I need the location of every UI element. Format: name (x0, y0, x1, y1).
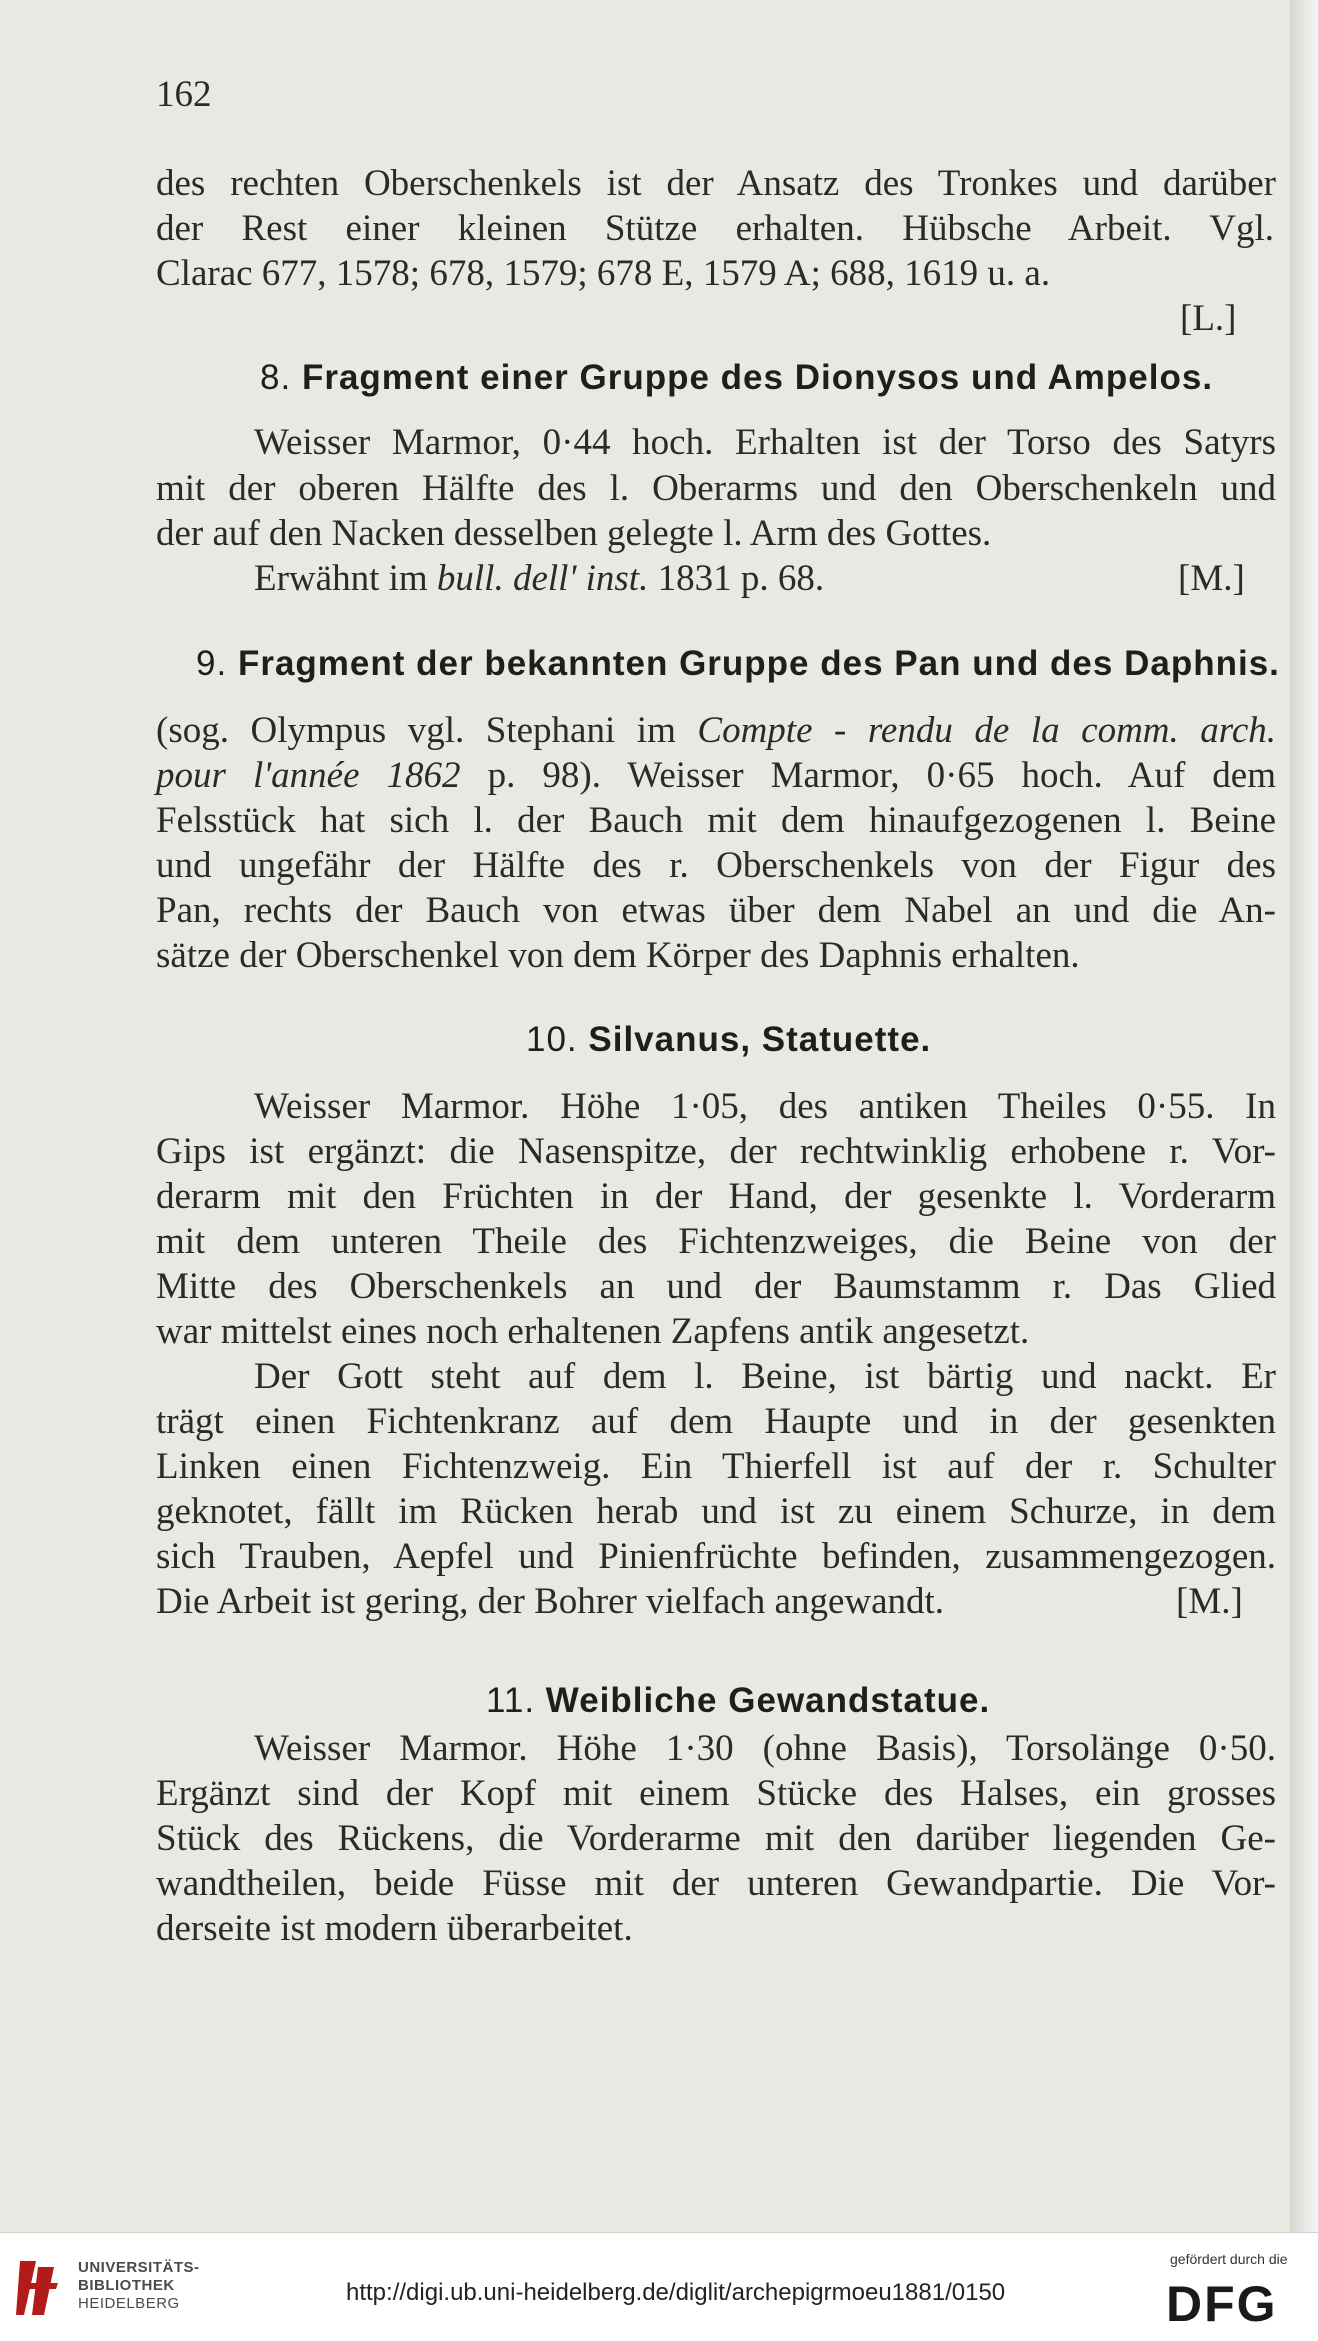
s11-line-1: Weisser Marmor. Höhe 1·30 (ohne Basis), Torsolänge 0·50. (254, 1728, 1276, 1769)
intro-line-3: Clarac 677, 1578; 678, 1579; 678 E, 1579 A; 688, 1619 u. a. (156, 253, 1051, 294)
s10-line-2: Gips ist ergänzt: die Nasenspitze, der rechtwinklig erhobene r. Vor- (156, 1131, 1276, 1172)
university-logo-icon (14, 2253, 62, 2323)
s10-line-12: Die Arbeit ist gering, der Bohrer vielfach angewandt. (156, 1581, 945, 1622)
s9-line-4: und ungefähr der Hälfte des r. Oberschenkels von der Figur des (156, 845, 1276, 886)
s10-line-6: war mittelst eines noch erhaltenen Zapfens antik angesetzt. (156, 1311, 1030, 1352)
s8-line-3: der auf den Nacken desselben gelegte l. Arm des Gottes. (156, 513, 992, 554)
s8-line-4 (254, 560, 824, 597)
s9-line-2-suffix: p. 98). Weisser Marmor, 0·65 hoch. Auf dem (487, 755, 1277, 796)
s11-line-4: wandtheilen, beide Füsse mit der unteren Gewandpartie. Die Vor- (156, 1863, 1276, 1904)
section-9-title: Fragment der bekannten Gruppe des Pan und des Daphnis. (237, 644, 1280, 683)
s10-line-4: mit dem unteren Theile des Fichtenzweiges, die Beine von der (156, 1221, 1276, 1262)
s9-line-1-prefix: (sog. Olympus vgl. Stephani im (156, 710, 676, 751)
s10-line-5: Mitte des Oberschenkels an und der Baumstamm r. Das Glied (156, 1266, 1276, 1307)
funding-label: gefördert durch die (1170, 2251, 1288, 2267)
s11-line-2: Ergänzt sind der Kopf mit einem Stücke des Halses, ein grosses (156, 1773, 1276, 1814)
s9-line-5: Pan, rechts der Bauch von etwas über dem Nabel an und die An- (156, 890, 1276, 931)
institution-line-2: BIBLIOTHEK (78, 2277, 175, 2294)
s8-line-2: mit der oberen Hälfte des l. Oberarms und den Oberschenkeln und (156, 468, 1276, 509)
section-9-heading (196, 646, 1280, 681)
intro-line-1: des rechten Oberschenkels ist der Ansatz des Tronkes und darüber (156, 163, 1276, 204)
s10-line-9: Linken einen Fichtenzweig. Ein Thierfell ist auf der r. Schulter (156, 1446, 1276, 1487)
section-8-heading (260, 360, 1213, 395)
s10-line-1: Weisser Marmor. Höhe 1·05, des antiken Theiles 0·55. In (254, 1086, 1276, 1127)
s10-line-10: geknotet, fällt im Rücken herab und ist zu einem Schurze, in dem (156, 1491, 1276, 1532)
footer-bar (0, 2232, 1318, 2341)
s9-line-6: sätze der Oberschenkel von dem Körper des Daphnis erhalten. (156, 935, 1080, 976)
s9-line-1-title: Compte - rendu de la comm. arch. (697, 710, 1276, 751)
section-10-title: Silvanus, Statuette. (588, 1020, 932, 1059)
intro-ref: [L.] (1180, 298, 1237, 339)
dfg-logo: DFG (1166, 2276, 1278, 2332)
s8-mention-suffix: 1831 p. 68. (657, 558, 825, 599)
s11-line-3: Stück des Rückens, die Vorderarme mit den darüber liegenden Ge- (156, 1818, 1276, 1859)
s9-line-1 (156, 712, 1276, 749)
s9-line-2 (156, 757, 1276, 794)
section-11-number: 11. (486, 1681, 536, 1720)
section-11-heading (486, 1683, 990, 1718)
s10-ref: [M.] (1176, 1581, 1243, 1622)
page-number: 162 (156, 74, 212, 115)
section-10-number: 10. (526, 1020, 578, 1059)
s8-ref: [M.] (1178, 558, 1245, 599)
s10-line-11: sich Trauben, Aepfel und Pinienfrüchte befinden, zusammengezogen. (156, 1536, 1276, 1577)
section-8-number: 8. (260, 358, 292, 397)
s10-line-7: Der Gott steht auf dem l. Beine, ist bärtig und nackt. Er (254, 1356, 1276, 1397)
s8-mention-prefix: Erwähnt im (254, 558, 428, 599)
s10-line-3: derarm mit den Früchten in der Hand, der gesenkte l. Vorderarm (156, 1176, 1276, 1217)
s9-line-2-title: pour l'année 1862 (156, 755, 461, 796)
intro-line-2: der Rest einer kleinen Stütze erhalten. Hübsche Arbeit. Vgl. (156, 208, 1274, 249)
institution-line-1: UNIVERSITÄTS- (78, 2259, 200, 2276)
s11-line-5: derseite ist modern überarbeitet. (156, 1908, 633, 1949)
s9-line-3: Felsstück hat sich l. der Bauch mit dem hinaufgezogenen l. Beine (156, 800, 1276, 841)
source-url-link[interactable]: http://digi.ub.uni-heidelberg.de/diglit/archepigrmoeu1881/0150 (346, 2279, 1006, 2306)
section-9-number: 9. (196, 644, 228, 683)
section-10-heading (526, 1022, 931, 1057)
page-edge (1290, 0, 1318, 2232)
institution-line-3: HEIDELBERG (78, 2295, 180, 2312)
section-8-title: Fragment einer Gruppe des Dionysos und Ampelos. (301, 358, 1214, 397)
s8-mention-journal: bull. dell' inst. (436, 558, 649, 599)
s10-line-8: trägt einen Fichtenkranz auf dem Haupte und in der gesenkten (156, 1401, 1276, 1442)
section-11-title: Weibliche Gewandstatue. (545, 1681, 991, 1720)
s8-line-1: Weisser Marmor, 0·44 hoch. Erhalten ist der Torso des Satyrs (254, 422, 1276, 463)
